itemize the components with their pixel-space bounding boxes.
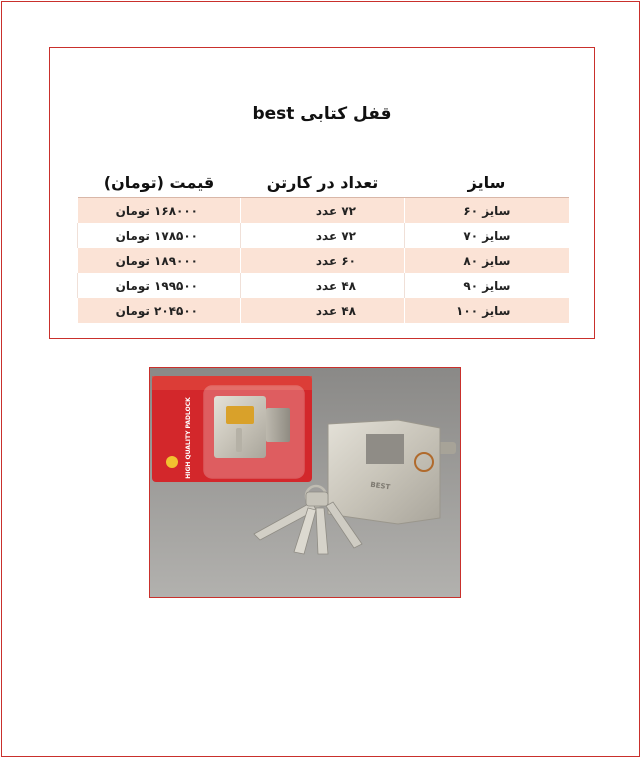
cell-size: سایز ۱۰۰ [405,298,569,323]
table-row [78,198,569,224]
padlock [328,420,456,524]
cell-quantity: ۴۸ عدد [241,298,405,323]
cell-size: سایز ۷۰ [405,223,569,248]
table-row [78,273,569,298]
cell-quantity: ۴۸ عدد [241,273,405,298]
package-label: HIGH QUALITY PADLOCK [185,397,192,479]
table-header-row [78,168,569,198]
cell-size: سایز ۹۰ [405,273,569,298]
table-row [78,298,569,323]
cell-quantity: ۷۲ عدد [241,223,405,248]
lock-engraving: BEST [369,480,391,492]
header-quantity: تعداد در کارتن [241,168,405,198]
cell-size: سایز ۸۰ [405,248,569,273]
price-table [77,168,569,323]
cell-size: سایز ۶۰ [405,198,569,224]
cell-quantity: ۶۰ عدد [241,248,405,273]
package-logo-icon [166,456,178,468]
cell-price: ۱۹۹۵۰۰ تومان [78,273,241,298]
price-list-box [49,47,595,339]
padlock-package [152,376,312,482]
cell-quantity: ۷۲ عدد [241,198,405,224]
header-price: قیمت (تومان) [78,168,241,198]
cell-price: ۱۷۸۵۰۰ تومان [78,223,241,248]
document-title: قفل کتابی best [252,104,392,124]
cell-price: ۱۸۹۰۰۰ تومان [78,248,241,273]
header-size: سایز [405,168,569,198]
table-row [78,223,569,248]
cell-price: ۲۰۴۵۰۰ تومان [78,298,241,323]
table-row [78,248,569,273]
product-photo [149,367,461,598]
cell-price: ۱۶۸۰۰۰ تومان [78,198,241,224]
